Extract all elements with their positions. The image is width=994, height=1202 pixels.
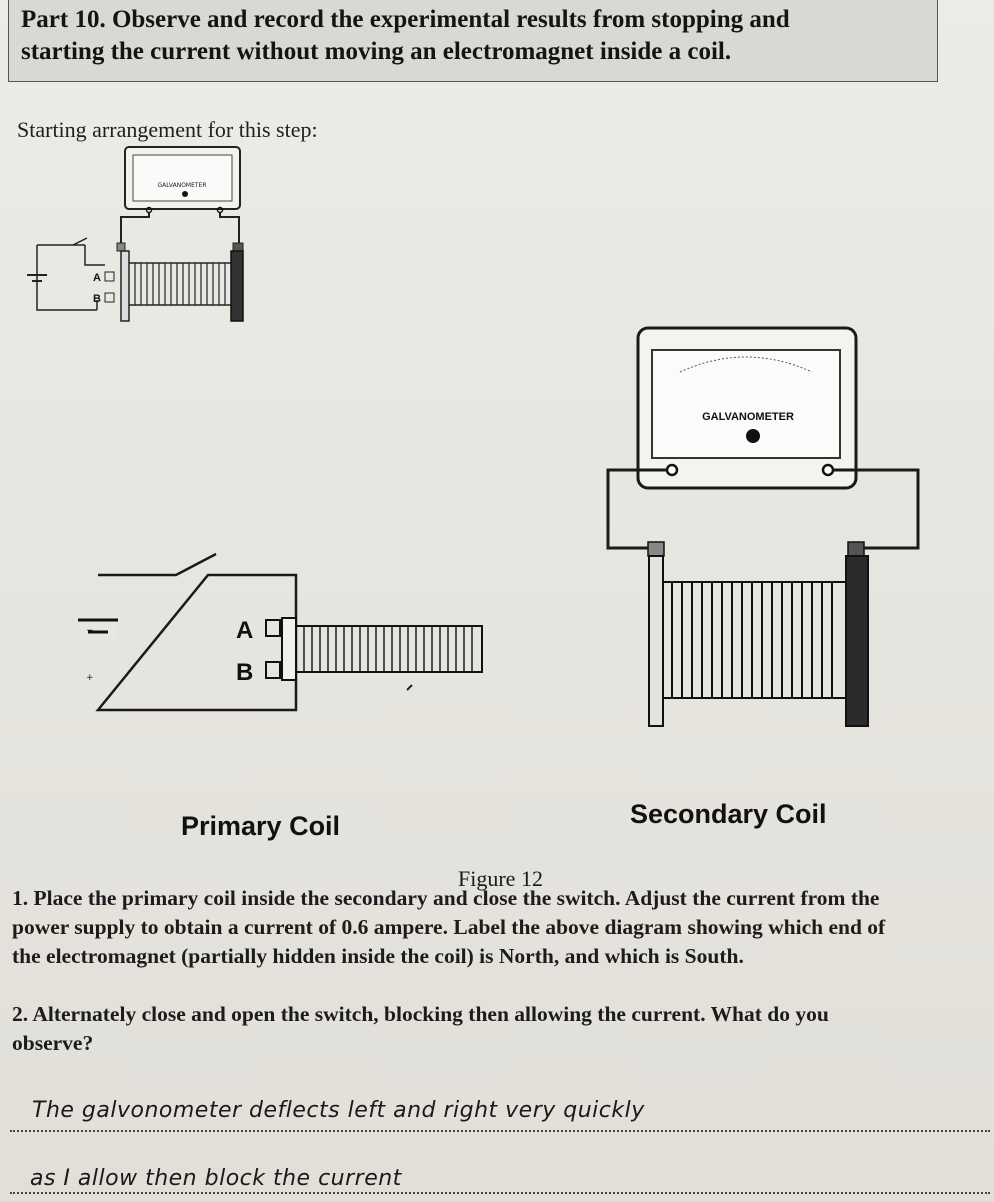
galvanometer-label: GALVANOMETER xyxy=(702,411,794,423)
question2-line1: 2. Alternately close and open the switch, blocking then allowing the current. What do you xyxy=(12,1002,829,1026)
small-terminal-a: A xyxy=(93,272,101,284)
primary-circuit xyxy=(78,554,296,710)
figure-caption: Figure 12 xyxy=(458,866,543,891)
primary-coil-label: Primary Coil xyxy=(181,811,341,841)
small-galvanometer xyxy=(125,147,240,213)
terminal-a-label: A xyxy=(236,617,254,644)
part-header xyxy=(8,0,938,82)
main-diagram xyxy=(60,320,980,820)
question2-line2: observe? xyxy=(12,1031,94,1055)
question1-line3: the electromagnet (partially hidden inside the coil) is North, and which is South. xyxy=(12,944,744,968)
secondary-coil xyxy=(649,556,868,726)
terminal-b-label: B xyxy=(236,659,254,686)
small-secondary-coil xyxy=(121,251,243,321)
answer-rule-1 xyxy=(10,1130,990,1132)
battery-minus: − xyxy=(86,626,94,636)
part-title-line2: starting the current without moving an electromagnet inside a coil. xyxy=(21,38,732,65)
secondary-coil-label: Secondary Coil xyxy=(630,799,827,829)
answer-line1: The galvonometer deflects left and right very quickly xyxy=(32,1098,645,1123)
answer-rule-2 xyxy=(10,1192,990,1194)
question1-line1: 1. Place the primary coil inside the secondary and close the switch. Adjust the current from the xyxy=(12,886,880,910)
part-title-line1: Part 10. Observe and record the experimental results from stopping and xyxy=(21,6,790,33)
question1-line2: power supply to obtain a current of 0.6 ampere. Label the above diagram showing which end of xyxy=(12,915,886,939)
small-meter-label: GALVANOMETER xyxy=(157,182,207,189)
answer-line2: as I allow then block the current xyxy=(30,1166,402,1191)
starting-arrangement-label: Starting arrangement for this step: xyxy=(17,117,318,142)
small-terminal-b: B xyxy=(93,293,101,305)
galvanometer xyxy=(638,328,856,488)
primary-coil xyxy=(282,618,482,690)
small-diagram xyxy=(25,145,285,325)
battery-plus: + xyxy=(86,673,94,683)
small-primary-circuit xyxy=(27,238,114,310)
